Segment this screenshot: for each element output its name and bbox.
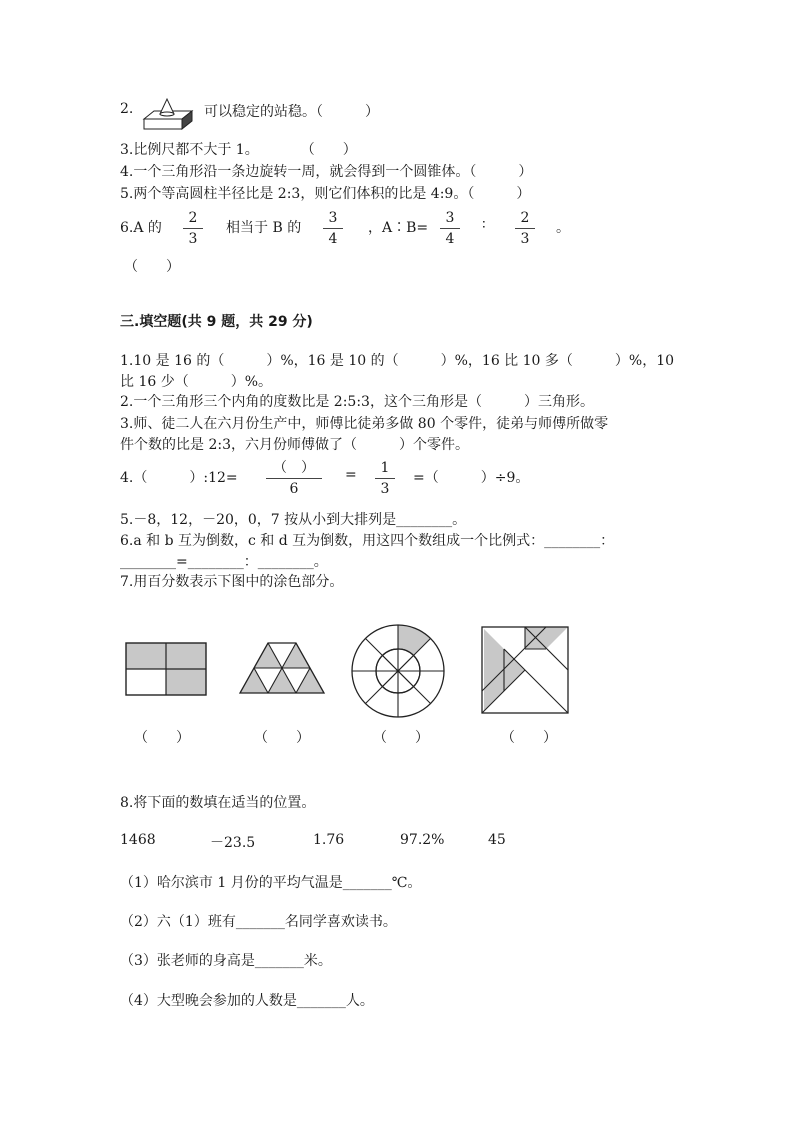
q8-number-5: 45 bbox=[488, 832, 506, 848]
fill-q4-fraction-1 bbox=[266, 460, 322, 497]
fill-q4-eq1: = bbox=[345, 467, 357, 483]
shaded-rectangle-figure bbox=[126, 643, 208, 698]
fraction-numerator: 3 bbox=[445, 210, 455, 226]
shaded-trapezoid-figure bbox=[240, 643, 326, 697]
judge-q6-prefix: 6.A 的 bbox=[120, 220, 162, 236]
judge-q3: 3.比例尺都不大于 1。 （ ） bbox=[120, 142, 357, 158]
fill-q6-line1: 6.a 和 b 互为倒数，c 和 d 互为倒数，用这四个数组成一个比例式：________： bbox=[120, 533, 615, 549]
fraction-numerator: 1 bbox=[380, 460, 390, 476]
judge-q6-mid: 相当于 B 的 bbox=[226, 220, 302, 236]
fill-q7: 7.用百分数表示下图中的涂色部分。 bbox=[120, 574, 344, 590]
q8-sub-1: （1）哈尔滨市 1 月份的平均气温是_______℃。 bbox=[120, 875, 422, 891]
q8-number-3: 1.76 bbox=[313, 832, 345, 848]
judge-q6-fraction-4 bbox=[515, 210, 535, 247]
fill-q3-line1: 3.师、徒二人在六月份生产中，师傅比徒弟多做 80 个零件，徒弟与师傅所做零 bbox=[120, 416, 609, 432]
fraction-bar bbox=[183, 228, 203, 229]
fraction-bar bbox=[515, 228, 535, 229]
fill-q4-rest: =（ ）÷9。 bbox=[413, 470, 530, 486]
judge-q6-fraction-2 bbox=[323, 210, 343, 247]
judge-q6-answer-paren: （ ） bbox=[124, 259, 180, 275]
fill-q7-answer-2: （ ） bbox=[254, 730, 310, 746]
cone-on-block-icon bbox=[140, 97, 196, 135]
judge-q2-text: 可以稳定的站稳。（ ） bbox=[204, 104, 379, 120]
judge-q6-fraction-1 bbox=[183, 210, 203, 247]
fill-q7-answer-4: （ ） bbox=[501, 730, 557, 746]
judge-q6-fraction-3 bbox=[440, 210, 460, 247]
fill-q8: 8.将下面的数填在适当的位置。 bbox=[120, 795, 316, 811]
q8-number-2: －23.5 bbox=[210, 835, 256, 851]
fraction-bar bbox=[323, 228, 343, 229]
q8-sub-3: （3）张老师的身高是_______米。 bbox=[120, 953, 332, 969]
fraction-bar bbox=[266, 478, 322, 479]
judge-q5: 5.两个等高圆柱半径比是 2:3，则它们体积的比是 4:9。（ ） bbox=[120, 186, 531, 202]
q8-number-4: 97.2% bbox=[400, 832, 445, 848]
shaded-tangram-figure bbox=[482, 627, 570, 715]
fraction-denominator: 3 bbox=[188, 231, 198, 247]
fill-q3-line2: 件个数的比是 2:3，六月份师傅做了（ ）个零件。 bbox=[120, 437, 469, 453]
fill-q1-line2: 比 16 少（ ）%。 bbox=[120, 374, 273, 390]
fill-q7-answer-3: （ ） bbox=[373, 730, 429, 746]
fraction-denominator: 3 bbox=[380, 481, 390, 497]
fraction-denominator: 6 bbox=[289, 481, 299, 497]
fill-q7-answer-1: （ ） bbox=[134, 730, 190, 746]
section-title: 三.填空题(共 9 题，共 29 分) bbox=[120, 314, 313, 330]
fill-q5: 5.－8，12，－20，0，7 按从小到大排列是________。 bbox=[120, 512, 467, 528]
fill-q1-line1: 1.10 是 16 的（ ）%，16 是 10 的（ ）%，16 比 10 多（ ）%，10 bbox=[120, 353, 675, 369]
fill-q6-line2: ________=________：________。 bbox=[120, 554, 328, 570]
fraction-denominator: 4 bbox=[328, 231, 338, 247]
fill-q2: 2.一个三角形三个内角的度数比是 2:5:3，这个三角形是（ ）三角形。 bbox=[120, 394, 594, 410]
q8-number-1: 1468 bbox=[120, 832, 156, 848]
judge-q6-colon: ∶ bbox=[482, 217, 486, 233]
fraction-denominator: 4 bbox=[445, 231, 455, 247]
judge-q4: 4.一个三角形沿一条边旋转一周，就会得到一个圆锥体。（ ） bbox=[120, 164, 533, 180]
judge-q6-end: 。 bbox=[556, 220, 570, 236]
fraction-numerator: 3 bbox=[328, 210, 338, 226]
fill-q4-prefix: 4.（ ）:12= bbox=[120, 470, 238, 486]
fraction-bar bbox=[375, 478, 395, 479]
q8-sub-2: （2）六（1）班有_______名同学喜欢读书。 bbox=[120, 914, 397, 930]
fraction-numerator: 2 bbox=[520, 210, 530, 226]
fraction-numerator: 2 bbox=[188, 210, 198, 226]
q8-sub-4: （4）大型晚会参加的人数是_______人。 bbox=[120, 993, 374, 1009]
fraction-bar bbox=[440, 228, 460, 229]
fill-q4-fraction-2 bbox=[375, 460, 395, 497]
judge-q6-ab: ，A∶B= bbox=[368, 220, 429, 236]
fraction-denominator: 3 bbox=[520, 231, 530, 247]
fraction-numerator: （ ） bbox=[273, 460, 315, 476]
shaded-circle-figure bbox=[350, 623, 446, 719]
judge-q2-number: 2. bbox=[120, 101, 134, 117]
